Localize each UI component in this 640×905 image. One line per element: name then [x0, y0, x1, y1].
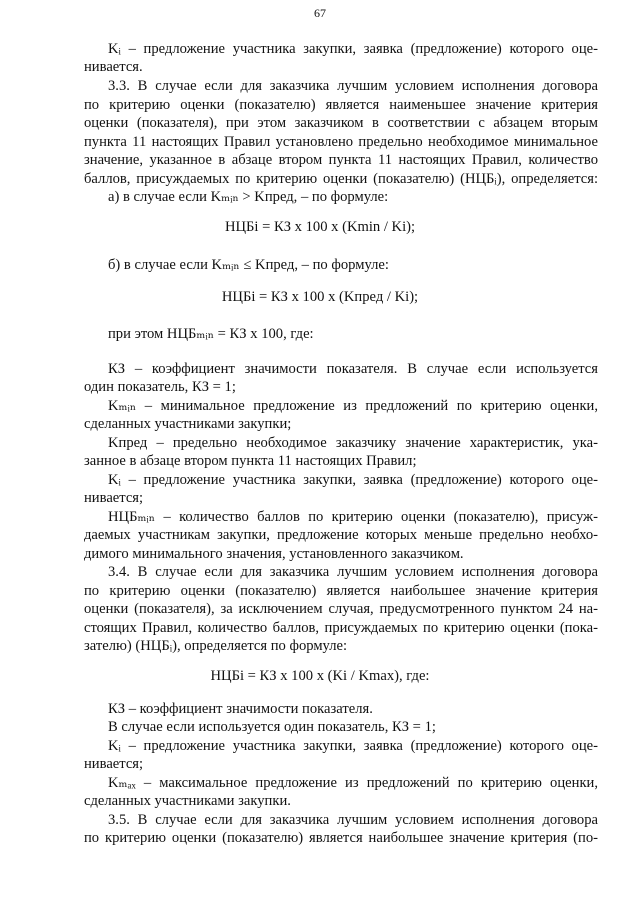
text-line: Kᵢ – предложение участника закупки, заявка (предложение) которого оце-	[108, 41, 598, 57]
text-line: Kₘₐₓ – максимальное предложение из предложений по критерию оценки,	[108, 775, 598, 791]
text-line: сделанных участниками закупки;	[84, 416, 292, 432]
text-line: занное в абзаце втором пункта 11 настоящих Правил;	[84, 453, 417, 469]
text-line: нивается;	[84, 490, 144, 506]
text-line: а) в случае если Kₘᵢₙ > Kпред, – по формуле:	[108, 189, 389, 205]
text-line: Kᵢ – предложение участника закупки, заявка (предложение) которого оце-	[108, 738, 598, 754]
text-line: по критерию оценки (показателю) является наименьшее значение критерия	[84, 97, 598, 113]
text-line: 3.4. В случае если для заказчика лучшим условием исполнения договора	[108, 564, 598, 580]
text-line: по критерию оценки (показателю) является наибольшее значение критерия	[84, 583, 598, 599]
text-line: стоящих Правил, количество баллов, присуждаемых по критерию оценки (пока-	[84, 620, 598, 636]
text-line: КЗ – коэффициент значимости показателя. В случае если используется	[108, 361, 598, 377]
text-line: Kₘᵢₙ – минимальное предложение из предложений по критерию оценки,	[108, 398, 598, 414]
text-line: сделанных участниками закупки.	[84, 793, 291, 809]
formula-line: НЦБi = КЗ x 100 x (Kmin / Ki);	[224, 219, 416, 235]
text-line: даемых участникам закупки, предложение которых меньше предельно необхо-	[84, 527, 598, 543]
text-line: нивается.	[84, 59, 143, 75]
text-line: зателю) (НЦБᵢ), определяется по формуле:	[84, 638, 348, 654]
text-line: баллов, присуждаемых по критерию оценки (показателю) (НЦБᵢ), определяется:	[84, 171, 598, 187]
text-line: нивается;	[84, 756, 144, 772]
text-line: значение, указанное в абзаце втором пункта 11 настоящих Правил, количество	[84, 152, 598, 168]
text-line: б) в случае если Kₘᵢₙ ≤ Kпред, – по формуле:	[108, 257, 389, 273]
text-line: оценки (показателя), за исключением случая, предусмотренного пунктом 24 на-	[84, 601, 598, 617]
text-line: по критерию оценки (показателю) является наибольшее значение критерия (по-	[84, 830, 598, 846]
text-line: 3.3. В случае если для заказчика лучшим условием исполнения договора	[108, 78, 598, 94]
text-line: при этом НЦБₘᵢₙ = КЗ x 100, где:	[108, 326, 314, 342]
text-line: Kᵢ – предложение участника закупки, заявка (предложение) которого оце-	[108, 472, 598, 488]
page-number: 67	[314, 6, 326, 20]
formula-line: НЦБi = КЗ x 100 x (Ki / Kmax), где:	[210, 668, 430, 684]
text-line: оценки (показателя), при этом заказчиком в соответствии с абзацем вторым	[84, 115, 598, 131]
text-line: В случае если используется один показатель, КЗ = 1;	[108, 719, 436, 735]
formula-line: НЦБi = КЗ x 100 x (Kпред / Ki);	[221, 289, 419, 305]
text-line: Kпред – предельно необходимое заказчику значение характеристик, ука-	[108, 435, 598, 451]
text-line: 3.5. В случае если для заказчика лучшим условием исполнения договора	[108, 812, 598, 828]
text-line: димого минимального значения, установленного заказчиком.	[84, 546, 464, 562]
text-line: один показатель, КЗ = 1;	[84, 379, 236, 395]
text-line: НЦБₘᵢₙ – количество баллов по критерию оценки (показателю), присуж-	[108, 509, 598, 525]
text-line: пункта 11 настоящих Правил установлено предельно необходимое минимальное	[84, 134, 598, 150]
text-line: КЗ – коэффициент значимости показателя.	[108, 701, 373, 717]
